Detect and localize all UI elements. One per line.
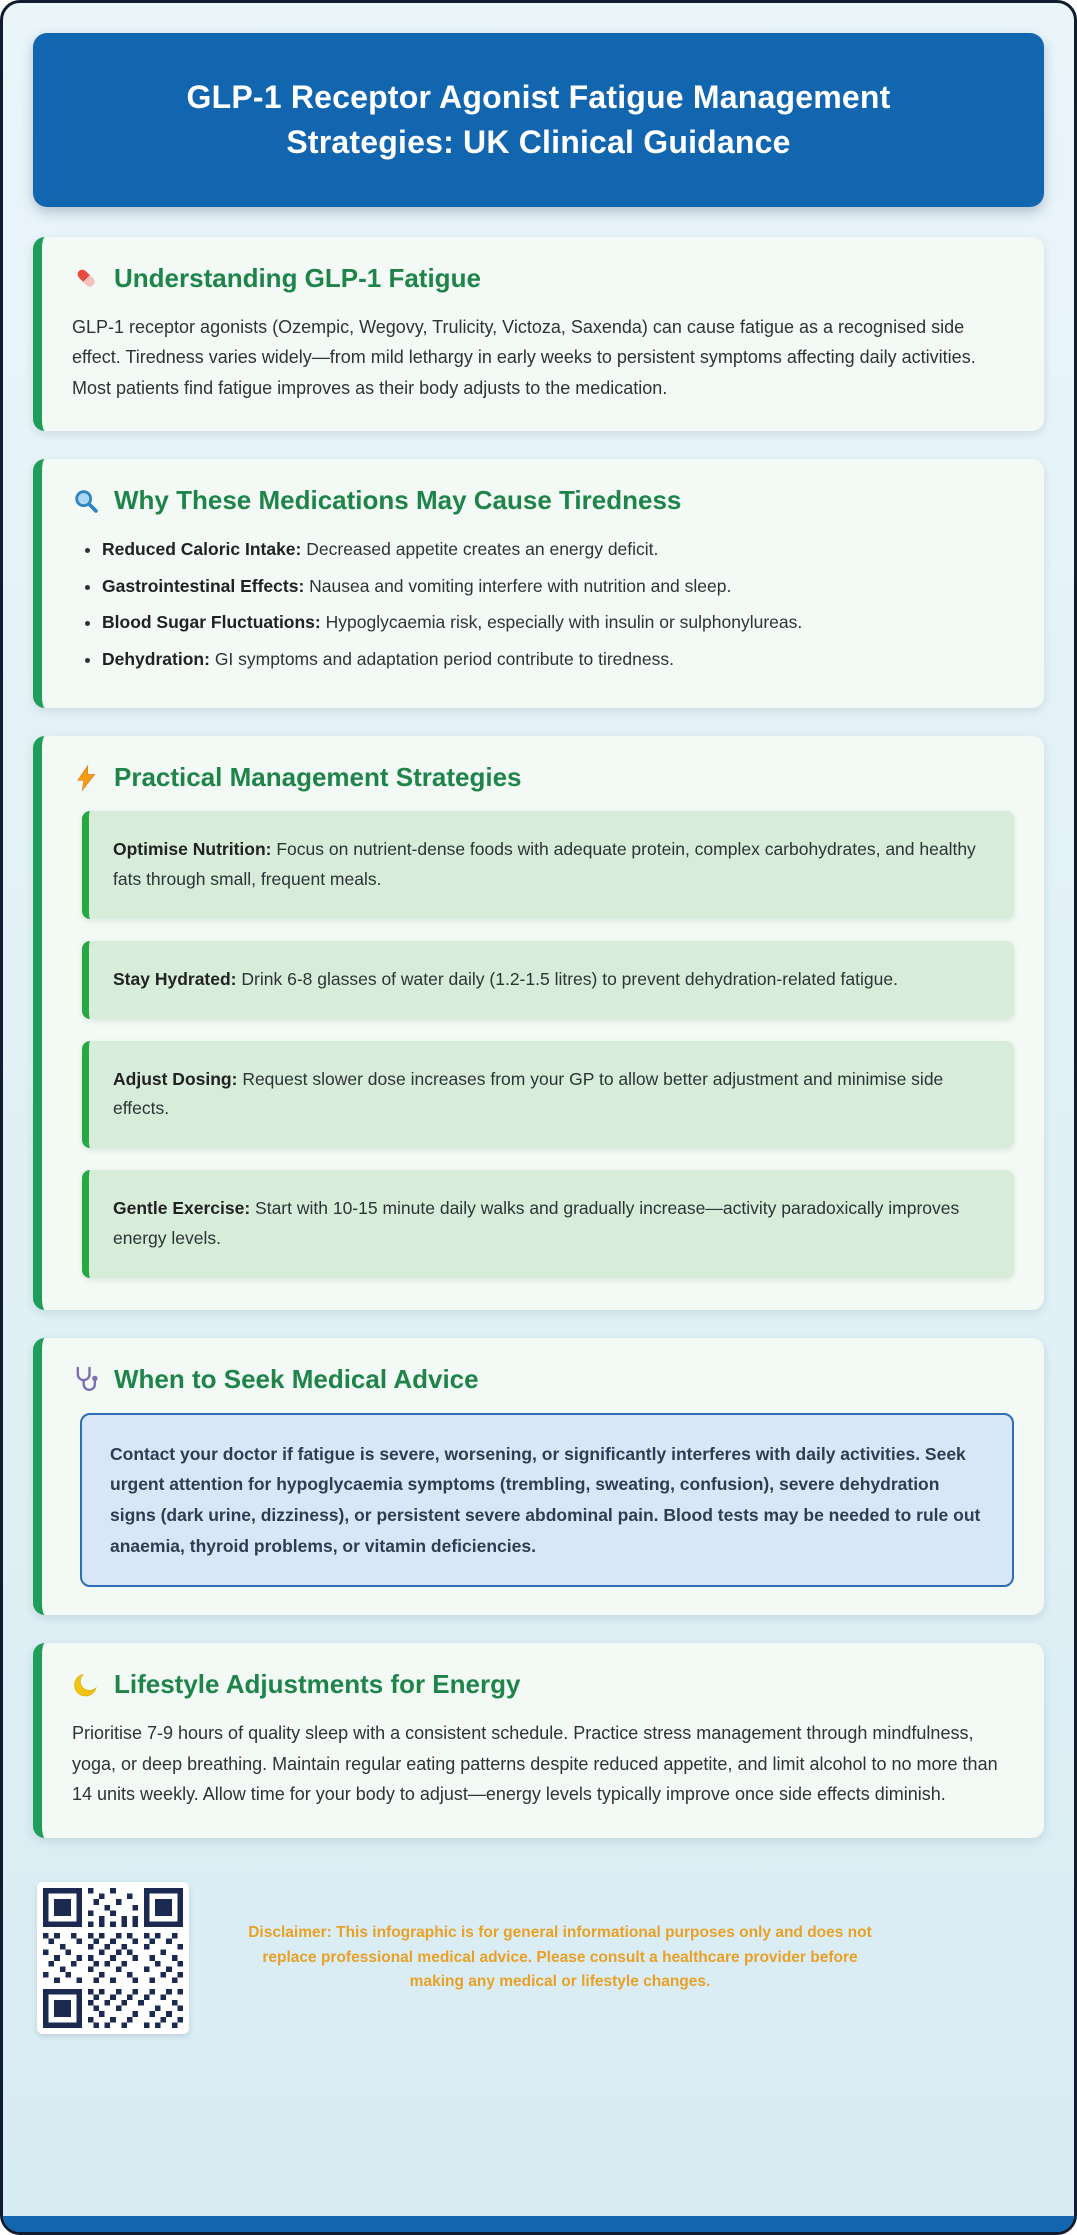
strategy-box-exercise xyxy=(82,1170,1014,1278)
medical-alert-box xyxy=(80,1413,1014,1588)
disclaimer-body: This infographic is for general informational purposes only and does not replace professional medical advice. Please consult a healthcare provider before making any medical or lifestyle changes. xyxy=(262,1923,872,1991)
page-title: GLP-1 Receptor Agonist Fatigue Management Strategies: UK Clinical Guidance xyxy=(186,79,891,160)
moon-icon xyxy=(72,1671,100,1699)
section-title-text: Why These Medications May Cause Tiredness xyxy=(114,485,682,516)
strategy-label: Stay Hydrated: xyxy=(113,968,237,989)
cause-text: Hypoglycaemia risk, especially with insulin or sulphonylureas. xyxy=(325,612,803,633)
section-medical-title xyxy=(72,1364,1014,1395)
strategy-box-nutrition xyxy=(82,811,1014,919)
cause-label: Gastrointestinal Effects: xyxy=(102,575,305,596)
strategy-label: Gentle Exercise: xyxy=(113,1198,251,1219)
strategy-text: Drink 6-8 glasses of water daily (1.2-1.5 litres) to prevent dehydration-related fatigue. xyxy=(241,968,898,989)
section-strategies-title xyxy=(72,762,1014,793)
causes-list xyxy=(102,534,1014,675)
page-footer xyxy=(3,1866,1074,2060)
section-medical-advice xyxy=(33,1338,1044,1616)
strategy-text: Start with 10-15 minute daily walks and gradually increase—activity paradoxically improves energy levels. xyxy=(113,1198,960,1248)
section-lifestyle-title xyxy=(72,1669,1014,1700)
cause-item xyxy=(102,644,1014,676)
cause-text: Decreased appetite creates an energy deficit. xyxy=(306,539,659,560)
cause-label: Blood Sugar Fluctuations: xyxy=(102,612,321,633)
section-lifestyle xyxy=(33,1643,1044,1838)
cause-item xyxy=(102,571,1014,603)
cause-item xyxy=(102,534,1014,566)
section-why xyxy=(33,459,1044,708)
strategy-box-hydration xyxy=(82,941,1014,1019)
page-header xyxy=(33,33,1044,207)
stethoscope-icon xyxy=(72,1365,100,1393)
section-title-text: When to Seek Medical Advice xyxy=(114,1363,479,1394)
strategy-text: Request slower dose increases from your GP to allow better adjustment and minimise side effects. xyxy=(113,1068,944,1119)
strategy-label: Optimise Nutrition: xyxy=(113,839,272,860)
section-title-text: Understanding GLP-1 Fatigue xyxy=(114,262,481,293)
qr-code xyxy=(37,1882,189,2034)
disclaimer-label: Disclaimer: xyxy=(248,1923,332,1941)
section-title-text: Lifestyle Adjustments for Energy xyxy=(114,1669,521,1700)
section-strategies xyxy=(33,736,1044,1309)
medical-alert-text: Contact your doctor if fatigue is severe, worsening, or significantly interferes with daily activities. Seek urgent attention for hypoglycaemia symptoms (trembling, sweating, confusion), severe dehydration signs (dark urine, dizziness), or persistent severe abdominal pain. Blood tests may be needed to rule out anaemia, thyroid problems, or vitamin deficiencies. xyxy=(110,1443,981,1556)
strategy-label: Adjust Dosing: xyxy=(113,1068,238,1089)
section-title-text: Practical Management Strategies xyxy=(114,762,522,793)
cause-item xyxy=(102,607,1014,639)
section-understanding-title xyxy=(72,263,1014,294)
strategy-box-dosing xyxy=(82,1041,1014,1149)
cause-label: Reduced Caloric Intake: xyxy=(102,539,302,560)
magnifier-icon xyxy=(72,487,100,515)
section-why-title xyxy=(72,485,1014,516)
cause-label: Dehydration: xyxy=(102,648,210,669)
lightning-icon xyxy=(72,764,100,792)
cause-text: GI symptoms and adaptation period contribute to tiredness. xyxy=(214,648,674,669)
page-content xyxy=(3,3,1074,1866)
cause-text: Nausea and vomiting interfere with nutrition and sleep. xyxy=(309,575,732,596)
disclaimer-text xyxy=(240,1921,880,1995)
section-understanding-body: GLP-1 receptor agonists (Ozempic, Wegovy, Trulicity, Victoza, Saxenda) can cause fatigue as a recognised side effect. Tiredness varies widely—from mild lethargy in early weeks to persistent symptoms affecting daily activities. Most patients find fatigue improves as their body adjusts to the medication. xyxy=(72,316,976,398)
strategy-text: Focus on nutrient-dense foods with adequate protein, complex carbohydrates, and healthy fats through small, frequent meals. xyxy=(113,839,976,890)
pill-icon xyxy=(72,264,100,292)
section-lifestyle-body: Prioritise 7-9 hours of quality sleep with a consistent schedule. Practice stress management through mindfulness, yoga, or deep breathing. Maintain regular eating patterns despite reduced appetite, and limit alcohol to no more than 14 units weekly. Allow time for your body to adjust—energy levels typically improve once side effects diminish. xyxy=(72,1723,998,1805)
section-understanding xyxy=(33,237,1044,432)
bottom-bar xyxy=(3,2216,1074,2232)
